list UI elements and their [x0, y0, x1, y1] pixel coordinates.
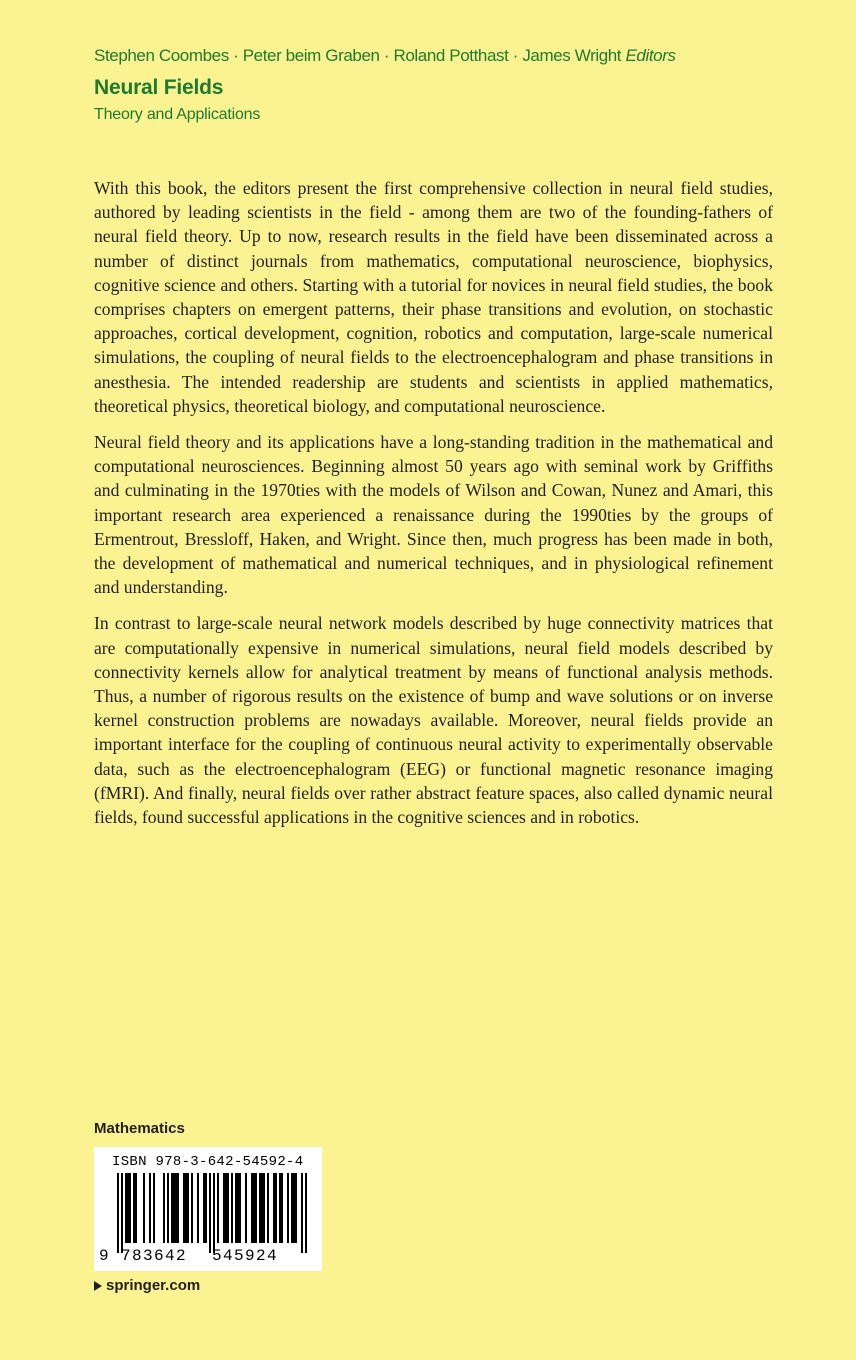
barcode-bar — [287, 1173, 289, 1243]
book-subtitle: Theory and Applications — [94, 106, 261, 123]
ean-first-digit: 9 — [99, 1247, 111, 1265]
barcode-bar — [167, 1173, 169, 1243]
isbn-barcode — [94, 1147, 322, 1271]
barcode-bar — [175, 1173, 177, 1243]
barcode-bar — [191, 1173, 193, 1243]
barcode-bar — [117, 1173, 119, 1253]
barcode-bar — [251, 1173, 253, 1243]
barcode-bar — [237, 1173, 239, 1243]
barcode-bar — [245, 1173, 247, 1243]
barcode-bar — [253, 1173, 255, 1243]
barcode-bar — [227, 1173, 229, 1243]
barcode-bar — [263, 1173, 265, 1243]
barcode-bar — [197, 1173, 199, 1243]
barcode-bar — [217, 1173, 219, 1243]
barcode-bar — [239, 1173, 241, 1243]
editors-names: Stephen Coombes · Peter beim Graben · Roland Potthast · James Wright — [94, 46, 622, 65]
ean-left-digits: 783642 — [121, 1247, 188, 1265]
barcode-bar — [301, 1173, 303, 1253]
barcode-bar — [213, 1173, 215, 1253]
editors-line — [94, 44, 794, 68]
barcode-bar — [185, 1173, 187, 1243]
barcode-bar — [205, 1173, 207, 1243]
barcode-bar — [203, 1173, 205, 1243]
editors-role: Editors — [625, 46, 676, 65]
barcode-bar — [143, 1173, 145, 1243]
barcode-bar — [127, 1173, 129, 1243]
arrow-right-icon — [94, 1281, 102, 1291]
barcode-bar — [209, 1173, 211, 1253]
barcode-bar — [121, 1173, 123, 1253]
barcode-bar — [171, 1173, 173, 1243]
barcode-bar — [149, 1173, 151, 1243]
barcode-bar — [279, 1173, 281, 1243]
barcode-bar — [163, 1173, 165, 1243]
ean-digits — [94, 1246, 322, 1266]
barcode-bar — [223, 1173, 225, 1243]
barcode-bar — [261, 1173, 263, 1243]
publisher-link[interactable] — [94, 1276, 200, 1296]
barcode-bar — [275, 1173, 277, 1243]
publisher-link-text[interactable]: springer.com — [106, 1277, 201, 1294]
barcode-bar — [273, 1173, 275, 1243]
blurb-text — [94, 176, 773, 841]
barcode-bar — [255, 1173, 257, 1243]
barcode-bar — [153, 1173, 155, 1243]
barcode-bar — [281, 1173, 283, 1243]
barcode-bar — [177, 1173, 179, 1243]
barcode-bar — [291, 1173, 293, 1243]
barcode-bar — [133, 1173, 135, 1243]
subject-label: Mathematics — [94, 1120, 185, 1137]
barcode-bar — [231, 1173, 233, 1243]
barcode-bar — [125, 1173, 127, 1243]
barcode-bar — [187, 1173, 189, 1243]
barcode-bar — [295, 1173, 297, 1243]
barcode-bar — [225, 1173, 227, 1243]
blurb-paragraph-1: With this book, the editors present the first comprehensive collection in neural field studies, authored by leading scientists in the field - among them are two of the founding-fathers of neural field theory. Up to now, research results in the field have been disseminated across a number of distinct journals from mathematics, computational neuroscience, biophysics, cognitive science and others. Starting with a tutorial for novices in neural field studies, the book comprises chapters on emergent patterns, their phase transitions and evolution, on stochastic approaches, cortical development, cognition, robotics and computation, large-scale numerical simulations, the coupling of neural fields to the electroencephalogram and phase transitions in anesthesia. The intended readership are students and scientists in applied mathematics, theoretical physics, theoretical biology, and computational neuroscience. — [94, 178, 773, 416]
barcode-bar — [129, 1173, 131, 1243]
barcode-bar — [293, 1173, 295, 1243]
barcode-bar — [305, 1173, 307, 1253]
barcode-bar — [267, 1173, 269, 1243]
barcode-bar — [173, 1173, 175, 1243]
barcode-bar — [235, 1173, 237, 1243]
blurb-paragraph-3: In contrast to large-scale neural network models described by huge connectivity matrices that are computationally expensive in numerical simulations, neural field models described by connectivity kernels allow for analytical treatment by means of functional analysis methods. Thus, a number of rigorous results on the existence of bump and wave solutions or on inverse kernel construction problems are nowadays available. Moreover, neural fields provide an important interface for the coupling of continuous neural activity to experimentally observable data, such as the electroencephalogram (EEG) or functional magnetic resonance imaging (fMRI). And finally, neural fields over rather abstract feature spaces, also called dynamic neural fields, found successful applications in the cognitive sciences and in robotics. — [94, 613, 773, 828]
ean-right-digits: 545924 — [212, 1247, 279, 1265]
blurb-paragraph-2: Neural field theory and its applications have a long-standing tradition in the mathematical and computational neurosciences. Beginning almost 50 years ago with seminal work by Griffiths and culminating in the 1970ties with the models of Wilson and Cowan, Nunez and Amari, this important research area experienced a renaissance during the 1990ties by the groups of Ermentrout, Bressloff, Haken, and Wright. Since then, much progress has been made in both, the development of mathematical and numerical techniques, and in physiological refinement and understanding. — [94, 432, 773, 598]
isbn-label: ISBN 978-3-642-54592-4 — [112, 1154, 304, 1170]
book-title: Neural Fields — [94, 76, 224, 99]
barcode-bar — [135, 1173, 137, 1243]
barcode-bar — [183, 1173, 185, 1243]
book-header — [94, 44, 794, 126]
barcode-bar — [259, 1173, 261, 1243]
